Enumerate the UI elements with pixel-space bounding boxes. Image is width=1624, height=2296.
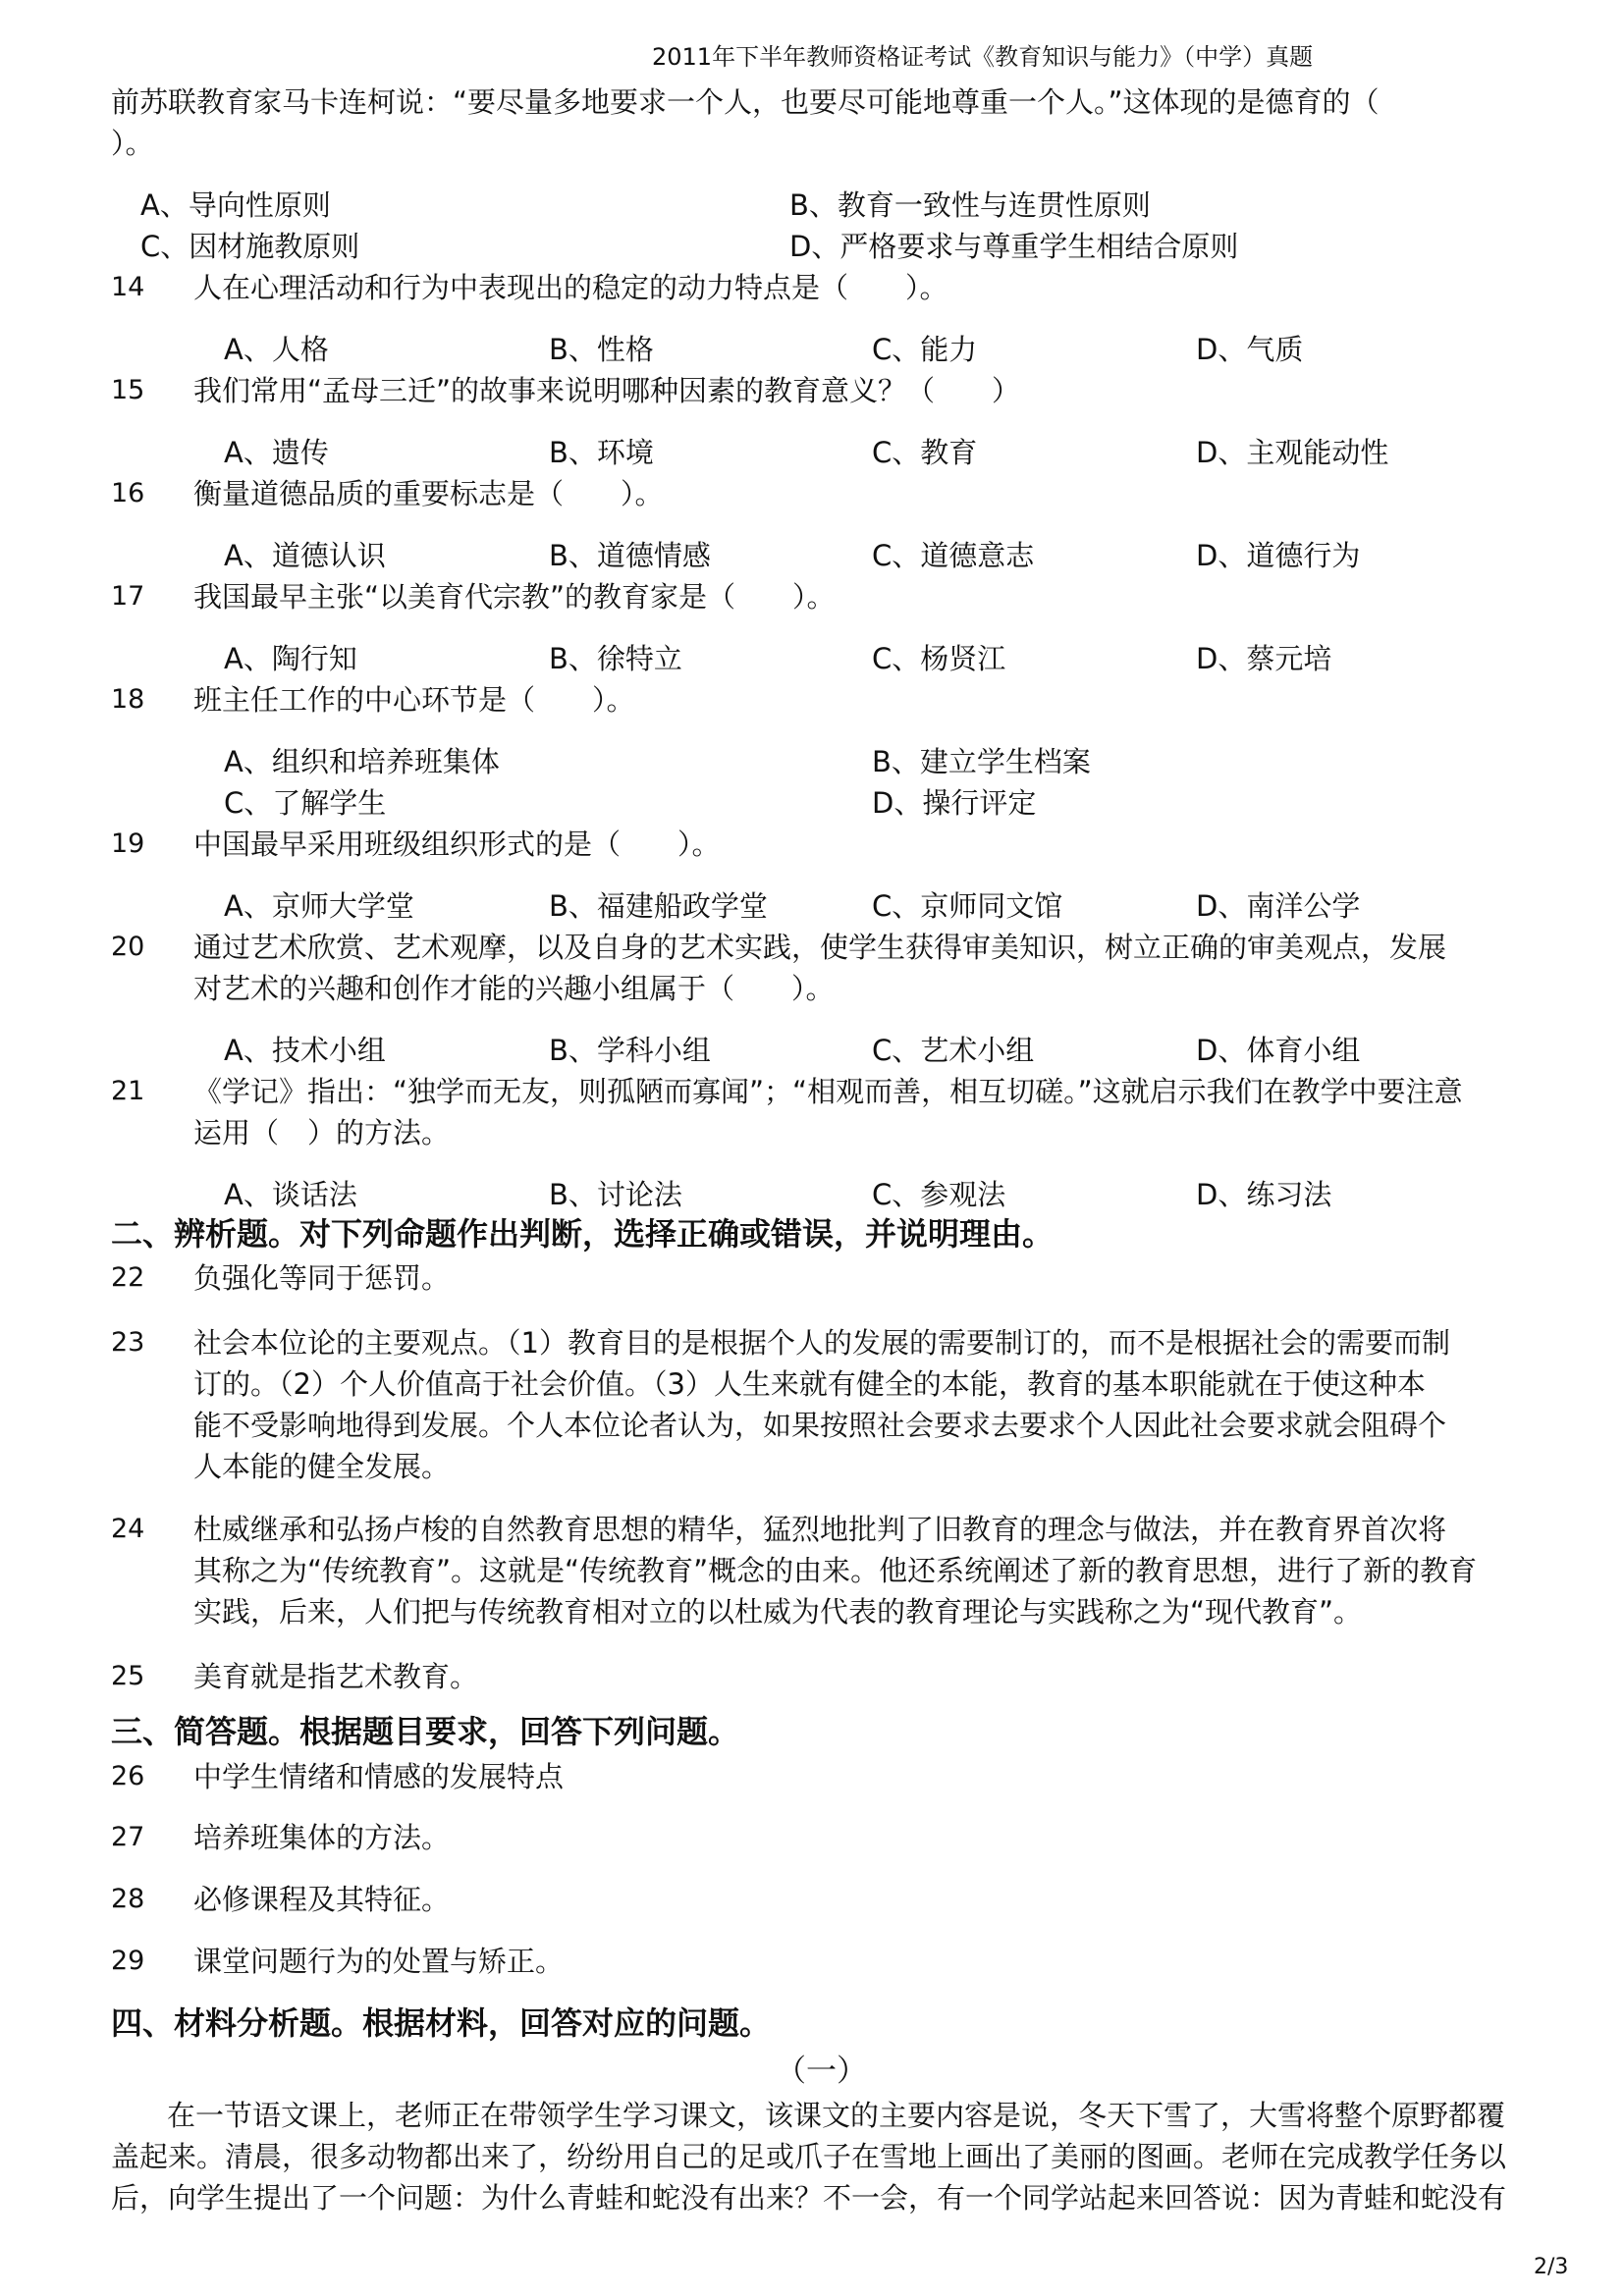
question-14-option-d: D、气质 (1196, 333, 1304, 366)
question-23-line3: 能不受影响地得到发展。个人本位论者认为，如果按照社会要求去要求个人因此社会要求就会阻碍个 (193, 1409, 1447, 1442)
question-17-option-d: D、蔡元培 (1196, 642, 1332, 675)
question-20-option-a: A、技术小组 (224, 1034, 386, 1067)
question-24-number: 24 (111, 1514, 145, 1544)
question-15-number: 15 (111, 375, 145, 405)
question-17-option-c: C、杨贤江 (872, 642, 1006, 675)
question-29-line1: 课堂问题行为的处置与矫正。 (193, 1945, 565, 1978)
question-14-option-a: A、人格 (224, 333, 329, 366)
question-16-stem: 衡量道德品质的重要标志是（ ）。 (193, 477, 664, 510)
question-28-line1: 必修课程及其特征。 (193, 1883, 451, 1916)
question-20-option-b: B、学科小组 (549, 1034, 711, 1067)
question-18-number: 18 (111, 684, 145, 715)
question-14-option-b: B、性格 (549, 333, 654, 366)
question-14-number: 14 (111, 272, 145, 302)
question-15-option-b: B、环境 (549, 436, 654, 469)
question-20-line1: 通过艺术欣赏、艺术观摩，以及自身的艺术实践，使学生获得审美知识，树立正确的审美观点，发展 (193, 931, 1447, 964)
question-16-number: 16 (111, 478, 145, 508)
question-23-line1: 社会本位论的主要观点。（1）教育目的是根据个人的发展的需要制订的，而不是根据社会的需要而制 (193, 1326, 1450, 1360)
question-17-option-b: B、徐特立 (549, 642, 682, 675)
question-23-line2: 订的。（2）个人价值高于社会价值。（3）人生来就有健全的本能，教育的基本职能就在于使这种本 (193, 1367, 1426, 1401)
page-number: 2/3 (1534, 2255, 1569, 2279)
question-24-line1: 杜威继承和弘扬卢梭的自然教育思想的精华，猛烈地批判了旧教育的理念与做法，并在教育界首次将 (193, 1513, 1447, 1546)
question-15-option-a: A、遗传 (224, 436, 329, 469)
question-13-option-b: B、教育一致性与连贯性原则 (789, 188, 1151, 222)
question-13-line2: ）。 (111, 127, 154, 160)
question-19-option-c: C、京师同文馆 (872, 889, 1063, 923)
question-20-line2: 对艺术的兴趣和创作才能的兴趣小组属于（ ）。 (193, 972, 835, 1005)
question-24-line2: 其称之为“传统教育”。这就是“传统教育”概念的由来。他还系统阐述了新的教育思想，进行了新的教育 (193, 1554, 1478, 1587)
question-13-option-a: A、导向性原则 (140, 188, 331, 222)
question-21-option-d: D、练习法 (1196, 1178, 1332, 1211)
question-17-number: 17 (111, 581, 145, 612)
question-15-option-c: C、教育 (872, 436, 978, 469)
section-4-heading: 四、材料分析题。根据材料，回答对应的问题。 (111, 2004, 772, 2042)
question-23-number: 23 (111, 1327, 145, 1358)
material-line3: 后，向学生提出了一个问题：为什么青蛙和蛇没有出来？不一会，有一个同学站起来回答说：因为青蛙和蛇没有 (111, 2181, 1507, 2215)
question-21-line1: 《学记》指出：“独学而无友，则孤陋而寡闻”；“相观而善，相互切磋。”这就启示我们在教学中要注意 (193, 1075, 1463, 1108)
question-14-stem: 人在心理活动和行为中表现出的稳定的动力特点是（ ）。 (193, 271, 948, 304)
section-2-heading: 二、辨析题。对下列命题作出判断，选择正确或错误，并说明理由。 (111, 1215, 1055, 1253)
question-22-line1: 负强化等同于惩罚。 (193, 1261, 451, 1295)
question-18-option-b: B、建立学生档案 (872, 745, 1091, 778)
question-16-option-a: A、道德认识 (224, 539, 386, 572)
question-19-option-d: D、南洋公学 (1196, 889, 1361, 923)
question-14-option-c: C、能力 (872, 333, 978, 366)
question-15-stem: 我们常用“孟母三迁”的故事来说明哪种因素的教育意义？（ ） (193, 374, 1021, 407)
question-19-option-a: A、京师大学堂 (224, 889, 414, 923)
question-20-number: 20 (111, 932, 145, 962)
question-23-line4: 人本能的健全发展。 (193, 1450, 451, 1483)
question-15-option-d: D、主观能动性 (1196, 436, 1389, 469)
question-17-stem: 我国最早主张“以美育代宗教”的教育家是（ ）。 (193, 580, 836, 614)
question-25-number: 25 (111, 1661, 145, 1691)
question-18-stem: 班主任工作的中心环节是（ ）。 (193, 683, 635, 717)
question-21-option-c: C、参观法 (872, 1178, 1006, 1211)
question-24-line3: 实践，后来，人们把与传统教育相对立的以杜威为代表的教育理论与实践称之为“现代教育”。 (193, 1595, 1363, 1629)
question-21-option-a: A、谈话法 (224, 1178, 357, 1211)
question-19-option-b: B、福建船政学堂 (549, 889, 768, 923)
question-18-option-c: C、了解学生 (224, 786, 387, 820)
question-18-option-d: D、操行评定 (872, 786, 1037, 820)
question-29-number: 29 (111, 1946, 145, 1976)
question-21-number: 21 (111, 1076, 145, 1106)
question-25-line1: 美育就是指艺术教育。 (193, 1660, 479, 1693)
question-21-line2: 运用（ ）的方法。 (193, 1116, 451, 1149)
question-27-line1: 培养班集体的方法。 (193, 1821, 451, 1854)
material-line1: 在一节语文课上，老师正在带领学生学习课文，该课文的主要内容是说，冬天下雪了，大雪将整个原野都覆 (167, 2099, 1506, 2132)
question-18-option-a: A、组织和培养班集体 (224, 745, 500, 778)
question-21-option-b: B、讨论法 (549, 1178, 682, 1211)
question-16-option-b: B、道德情感 (549, 539, 711, 572)
section-3-heading: 三、简答题。根据题目要求，回答下列问题。 (111, 1713, 740, 1750)
question-16-option-c: C、道德意志 (872, 539, 1035, 572)
question-13-option-d: D、严格要求与尊重学生相结合原则 (789, 230, 1239, 263)
question-17-option-a: A、陶行知 (224, 642, 357, 675)
section-4-subheading: （一） (776, 2054, 867, 2089)
question-19-number: 19 (111, 828, 145, 859)
question-22-number: 22 (111, 1262, 145, 1293)
question-13-option-c: C、因材施教原则 (140, 230, 360, 263)
material-line2: 盖起来。清晨，很多动物都出来了，纷纷用自己的足或爪子在雪地上画出了美丽的图画。老师在完成教学任务以 (111, 2140, 1507, 2173)
question-16-option-d: D、道德行为 (1196, 539, 1361, 572)
question-27-number: 27 (111, 1822, 145, 1852)
page-header: 2011年下半年教师资格证考试《教育知识与能力》（中学）真题 (652, 43, 1314, 71)
question-20-option-c: C、艺术小组 (872, 1034, 1035, 1067)
question-13-line1: 前苏联教育家马卡连柯说：“要尽量多地要求一个人，也要尽可能地尊重一个人。”这体现的是德育的（ (111, 85, 1380, 119)
question-26-line1: 中学生情绪和情感的发展特点 (193, 1760, 565, 1793)
question-28-number: 28 (111, 1884, 145, 1914)
question-26-number: 26 (111, 1761, 145, 1791)
question-19-stem: 中国最早采用班级组织形式的是（ ）。 (193, 828, 721, 861)
question-20-option-d: D、体育小组 (1196, 1034, 1361, 1067)
